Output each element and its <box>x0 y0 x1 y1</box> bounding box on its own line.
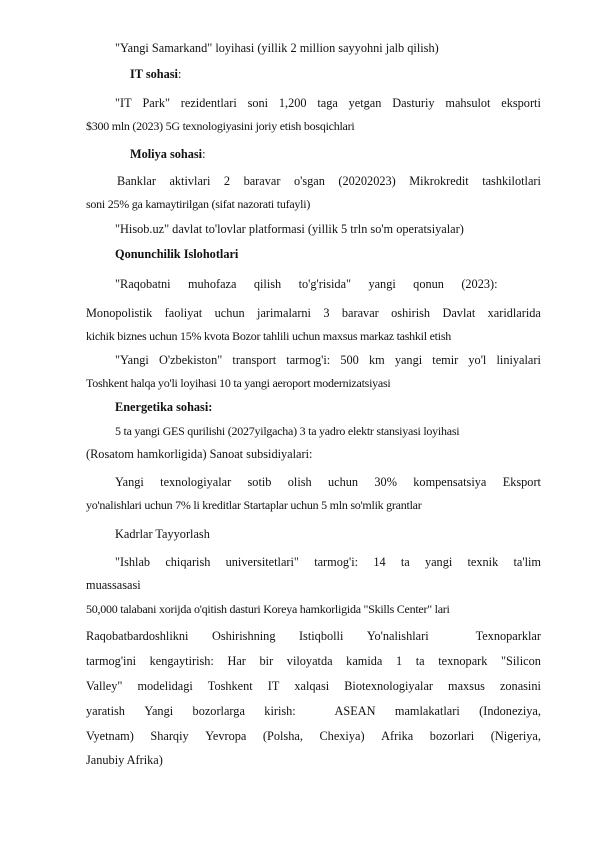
word: yetgan <box>348 96 382 110</box>
word: tarmog'i: <box>314 555 359 569</box>
word: kirish: <box>264 704 296 718</box>
word: O'zbekiston" <box>159 353 223 367</box>
section-heading-it <box>130 67 330 82</box>
word: yangi <box>368 277 396 291</box>
text-line-justified <box>115 96 541 111</box>
word: (20202023) <box>338 174 396 188</box>
word: Toshkent <box>207 679 253 693</box>
word: Mikrokredit <box>409 174 469 188</box>
word: 1 <box>395 654 403 668</box>
word: Davlat <box>442 306 476 320</box>
word: Raqobatbardoshlikni <box>86 629 189 643</box>
text-line: kichik biznes uchun 15% kvota Bozor tahlili uchun maxsus markaz tashkil etish <box>86 329 452 343</box>
word: tashkilotlari <box>482 174 541 188</box>
word: "IT <box>115 96 132 110</box>
text-line: (Rosatom hamkorligida) Sanoat subsidiyalari: <box>86 447 313 461</box>
word: tarmog'i: <box>286 353 331 367</box>
word: uchun <box>214 306 245 320</box>
word: uchun <box>328 475 359 489</box>
text-line: "Hisob.uz" davlat to'lovlar platformasi (yillik 5 trln so'm operatsiyalar) <box>115 222 464 236</box>
word: baravar <box>341 306 379 320</box>
word: mahsulot <box>445 96 491 110</box>
text-line: muassasasi <box>86 578 141 592</box>
word: ta <box>415 654 425 668</box>
word: texnopark <box>438 654 488 668</box>
word: Oshirishning <box>211 629 276 643</box>
word: Yangi <box>115 475 144 489</box>
text-line-justified <box>86 729 541 744</box>
text-line: $300 mln (2023) 5G texnologiyasini joriy etish bosqichlari <box>86 119 355 133</box>
section-heading-qonunchilik: Qonunchilik Islohotlari <box>115 247 239 261</box>
word: Biotexnologiyalar <box>344 679 433 693</box>
text-line: Janubiy Afrika) <box>86 753 163 767</box>
heading-text: Moliya sohasi <box>130 147 203 161</box>
word: zonasini <box>499 679 541 693</box>
word: Yo'nalishlari <box>366 629 429 643</box>
word: aktivlari <box>169 174 211 188</box>
text-line-justified <box>117 174 541 189</box>
word: (Polsha, <box>262 729 303 743</box>
word: yangi <box>394 353 423 367</box>
word: IT <box>267 679 280 693</box>
word: Park" <box>142 96 170 110</box>
word: to'g'risida" <box>298 277 352 291</box>
text-line-justified <box>115 555 541 570</box>
word: modelidagi <box>137 679 193 693</box>
word: olish <box>287 475 312 489</box>
text-line-justified <box>86 629 541 644</box>
text-line: 50,000 talabani xorijda o'qitish dasturi Koreya hamkorligida "Skills Center" lari <box>86 602 450 616</box>
word: 14 <box>373 555 386 569</box>
word: sotib <box>247 475 272 489</box>
text-line-justified <box>86 679 541 694</box>
text-line-justified <box>115 277 515 292</box>
word: ta'lim <box>513 555 541 569</box>
word: liniyalari <box>496 353 541 367</box>
word: km <box>368 353 385 367</box>
word: maxsus <box>448 679 485 693</box>
word: Chexiya) <box>319 729 365 743</box>
word: Valley" <box>86 679 123 693</box>
word: kompensatsiya <box>413 475 487 489</box>
word: "Raqobatni <box>115 277 171 291</box>
word: Istiqbolli <box>298 629 344 643</box>
text-line-justified <box>115 353 541 368</box>
section-heading-kadrlar: Kadrlar Tayyorlash <box>115 527 210 541</box>
text-line: yo'nalishlari uchun 7% li kreditlar Startaplar uchun 5 mln so'mlik grantlar <box>86 498 422 512</box>
word: qonun <box>413 277 444 291</box>
text-line-justified <box>86 654 541 669</box>
word: "Silicon <box>501 654 541 668</box>
word: oshirish <box>391 306 431 320</box>
word: 2 <box>223 174 231 188</box>
word: taga <box>317 96 338 110</box>
word: Afrika <box>381 729 414 743</box>
word: mamlakatlari <box>394 704 460 718</box>
text-line-justified <box>86 306 541 321</box>
text-line: Toshkent halqa yo'li loyihasi 10 ta yangi aeroport modernizatsiyasi <box>86 376 391 390</box>
word: chiqarish <box>165 555 211 569</box>
section-heading-moliya <box>130 147 330 162</box>
word: "Yangi <box>115 353 149 367</box>
word: Sharqiy <box>150 729 189 743</box>
word: baravar <box>243 174 281 188</box>
word: Texnoparklar <box>475 629 541 643</box>
word: temir <box>432 353 459 367</box>
text-line: "Yangi Samarkand" loyihasi (yillik 2 million sayyohni jalb qilish) <box>115 41 439 55</box>
word: texnologiyalar <box>160 475 232 489</box>
word: 1,200 <box>278 96 307 110</box>
text-line: 5 ta yangi GES qurilishi (2027yilgacha) 3 ta yadro elektr stansiyasi loyihasi <box>115 424 460 438</box>
word: xaridlarida <box>487 306 541 320</box>
word: muhofaza <box>187 277 237 291</box>
text-line: soni 25% ga kamaytirilgan (sifat nazorati tufayli) <box>86 197 311 211</box>
word: Vyetnam) <box>86 729 134 743</box>
word: Har <box>227 654 246 668</box>
word: transport <box>232 353 277 367</box>
word: viloyatda <box>286 654 333 668</box>
word: tarmog'ini <box>86 654 137 668</box>
word: yaratish <box>86 704 125 718</box>
word: qilish <box>253 277 282 291</box>
word: bozorlari <box>429 729 475 743</box>
heading-text: IT sohasi <box>130 67 178 81</box>
word: Eksport <box>502 475 541 489</box>
word: yo'l <box>468 353 487 367</box>
word: "Ishlab <box>115 555 151 569</box>
word: kengaytirish: <box>149 654 214 668</box>
word: xalqasi <box>294 679 330 693</box>
word: kamida <box>346 654 383 668</box>
word: universitetlari" <box>225 555 299 569</box>
word: soni <box>247 96 269 110</box>
text-line-justified <box>86 704 541 719</box>
word: Dasturiy <box>392 96 435 110</box>
heading-colon: : <box>202 147 206 161</box>
word: bozorlarga <box>192 704 245 718</box>
word: (2023): <box>461 277 498 291</box>
word: jarimalarni <box>257 306 311 320</box>
heading-colon: : <box>177 67 182 81</box>
word: o'sgan <box>293 174 325 188</box>
word: ta <box>400 555 410 569</box>
word: Yevropa <box>205 729 247 743</box>
section-heading-energetika: Energetika sohasi: <box>115 400 213 414</box>
word: Monopolistik <box>86 306 153 320</box>
word: Banklar <box>117 174 156 188</box>
word: eksporti <box>501 96 541 110</box>
word: Yangi <box>144 704 174 718</box>
word: (Indoneziya, <box>479 704 541 718</box>
word: (Nigeriya, <box>490 729 541 743</box>
word: yangi <box>424 555 453 569</box>
word: ASEAN <box>334 704 376 718</box>
word: 30% <box>374 475 397 489</box>
text-line-justified <box>115 475 541 490</box>
word: rezidentlari <box>180 96 237 110</box>
word: faoliyat <box>164 306 203 320</box>
word: texnik <box>467 555 499 569</box>
word: bir <box>259 654 274 668</box>
word: 3 <box>323 306 330 320</box>
word: 500 <box>340 353 359 367</box>
